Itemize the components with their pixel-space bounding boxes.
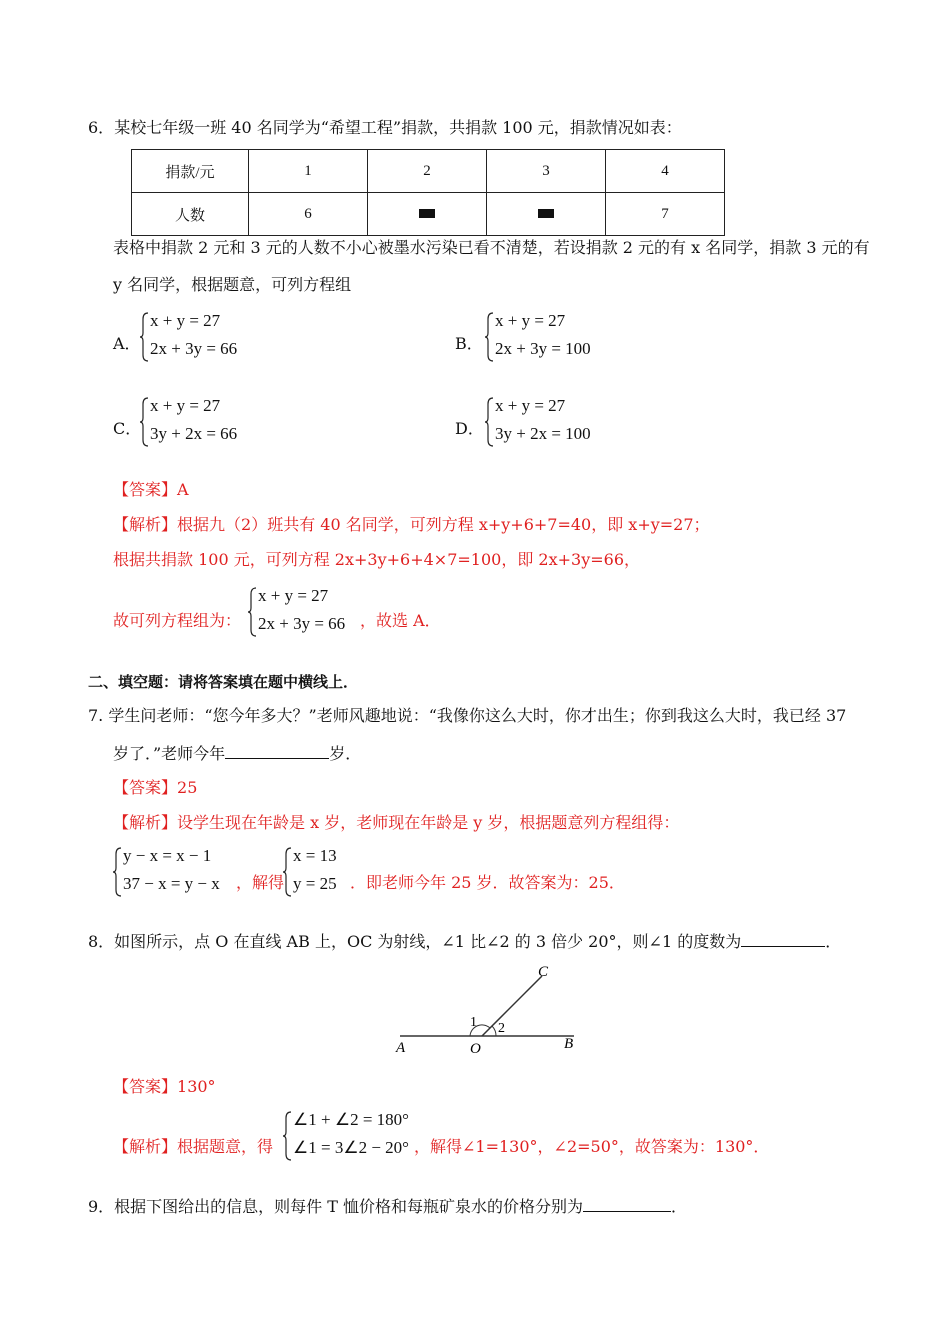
ink-blot-cell	[487, 193, 606, 236]
analysis-tag: 【解析】	[113, 515, 178, 534]
answer-value: 130°	[177, 1077, 216, 1096]
ray-oc	[482, 976, 542, 1036]
option-d-label: D．	[455, 419, 484, 438]
q6-number: 6．	[88, 118, 115, 137]
q8-analysis-prefix	[113, 1137, 273, 1157]
brace-icon	[485, 396, 495, 448]
q7-line2-prefix: 岁了．”老师今年	[113, 744, 226, 763]
option-c-eq1: x + y = 27	[150, 396, 221, 415]
answer-value: A	[177, 480, 189, 499]
q7-middle: ，解得	[236, 873, 285, 892]
system-eq1: ∠1 + ∠2 = 180°	[293, 1110, 409, 1129]
label-c: C	[538, 964, 549, 980]
q9-stem-text: 9．根据下图给出的信息，则每件 T 恤价格和每瓶矿泉水的价格分别为	[88, 1197, 584, 1216]
system-eq1: y − x = x − 1	[123, 846, 212, 865]
option-d-system	[485, 396, 645, 451]
q8-stem-end: ．	[825, 932, 842, 951]
q7-line2-suffix: 岁．	[329, 744, 362, 763]
table-cell: 4	[606, 150, 725, 193]
q8-answer	[113, 1077, 216, 1097]
q6-analysis-3-prefix: 故可列方程组为：	[113, 611, 242, 630]
option-b-eq1: x + y = 27	[495, 311, 566, 330]
table-cell: 3	[487, 150, 606, 193]
q8-stem	[88, 932, 841, 952]
q6-stem-text: 某校七年级一班 40 名同学为“希望工程”捐款，共捐款 100 元，捐款情况如表：	[114, 118, 682, 137]
analysis-eq1: x + y = 27	[258, 586, 329, 605]
q7-system-1	[113, 846, 253, 901]
option-a-eq2: 2x + 3y = 66	[150, 339, 238, 358]
system-eq2: y = 25	[293, 874, 337, 893]
donation-table	[131, 149, 725, 236]
table-cell: 1	[249, 150, 368, 193]
option-a-system	[140, 311, 300, 366]
answer-tag: 【答案】	[113, 1077, 178, 1096]
section-title: 二、填空题：请将答案填在题中横线上．	[88, 673, 359, 691]
q7-answer	[113, 778, 197, 798]
system-eq2: 37 − x = y − x	[123, 874, 220, 893]
answer-blank	[741, 932, 825, 947]
q6-description-1: 表格中捐款 2 元和 3 元的人数不小心被墨水污染已看不清楚，若设捐款 2 元的有 x 名同学，捐款 3 元的有	[113, 238, 870, 257]
system-eq1: x = 13	[293, 846, 337, 865]
option-c-eq2: 3y + 2x = 66	[150, 424, 238, 443]
table-cell: 2	[368, 150, 487, 193]
analysis-tag: 【解析】	[113, 813, 178, 832]
label-o: O	[470, 1041, 481, 1057]
table-cell: 6	[249, 193, 368, 236]
label-b: B	[564, 1036, 574, 1052]
q6-analysis-3-suffix: ，故选 A．	[360, 611, 441, 630]
table-cell: 人数	[132, 193, 249, 236]
answer-blank	[225, 744, 329, 759]
option-c-label: C．	[113, 419, 142, 438]
option-b-label: B．	[455, 334, 483, 353]
q7-tail: ．即老师今年 25 岁．故答案为：25．	[350, 873, 625, 892]
q9-stem-end: ．	[671, 1197, 688, 1216]
q6-analysis-system	[248, 586, 368, 641]
label-angle-2: 2	[498, 1021, 505, 1036]
option-a-eq1: x + y = 27	[150, 311, 221, 330]
option-d-eq2: 3y + 2x = 100	[495, 424, 591, 443]
table-cell: 7	[606, 193, 725, 236]
label-a: A	[396, 1040, 406, 1056]
q7-analysis-1	[113, 813, 679, 833]
answer-tag: 【答案】	[113, 480, 178, 499]
analysis-eq2: 2x + 3y = 66	[258, 614, 346, 633]
table-row	[132, 193, 725, 236]
q6-stem	[88, 118, 682, 138]
q6-answer	[113, 480, 189, 500]
q7-line1: 7. 学生问老师：“您今年多大？”老师风趣地说：“我像你这么大时，你才出生；你到我这么大时，我已经 37	[88, 706, 847, 725]
option-c-system	[140, 396, 300, 451]
brace-icon	[140, 311, 150, 363]
answer-tag: 【答案】	[113, 778, 178, 797]
option-d-eq1: x + y = 27	[495, 396, 566, 415]
q8-system	[283, 1110, 433, 1165]
analysis-tag: 【解析】	[113, 1137, 178, 1156]
analysis-text: 根据题意，得	[177, 1137, 274, 1156]
table-cell: 捐款/元	[132, 150, 249, 193]
brace-icon	[140, 396, 150, 448]
answer-blank	[583, 1197, 671, 1212]
brace-icon	[283, 1110, 293, 1162]
brace-icon	[248, 586, 258, 638]
angle-2-arc	[492, 1026, 496, 1036]
label-angle-1: 1	[470, 1015, 477, 1030]
table-row	[132, 150, 725, 193]
option-a-label: A．	[113, 334, 141, 353]
q7-line2	[113, 744, 361, 764]
option-b-eq2: 2x + 3y = 100	[495, 339, 591, 358]
q6-analysis-1	[113, 515, 710, 535]
q8-analysis-suffix: ，解得∠1=130°，∠2=50°，故答案为：130°．	[414, 1137, 770, 1156]
ink-blot-cell	[368, 193, 487, 236]
q6-analysis-2: 根据共捐款 100 元，可列方程 2x+3y+6+4×7=100，即 2x+3y=66，	[113, 550, 641, 569]
brace-icon	[485, 311, 495, 363]
analysis-text: 根据九（2）班共有 40 名同学，可列方程 x+y+6+7=40，即 x+y=27；	[177, 515, 710, 534]
q8-stem-text: 8．如图所示，点 O 在直线 AB 上，OC 为射线，∠1 比∠2 的 3 倍少 20°，则∠1 的度数为	[88, 932, 742, 951]
system-eq2: ∠1 = 3∠2 − 20°	[293, 1138, 409, 1157]
option-b-system	[485, 311, 645, 366]
angle-figure	[392, 958, 582, 1058]
answer-value: 25	[177, 778, 198, 797]
ink-blot	[538, 209, 554, 218]
ink-blot	[419, 209, 435, 218]
q9-stem	[88, 1197, 687, 1217]
brace-icon	[113, 846, 123, 898]
analysis-text: 设学生现在年龄是 x 岁，老师现在年龄是 y 岁，根据题意列方程组得：	[177, 813, 680, 832]
q6-description-2: y 名同学，根据题意，可列方程组	[113, 275, 352, 294]
brace-icon	[283, 846, 293, 898]
